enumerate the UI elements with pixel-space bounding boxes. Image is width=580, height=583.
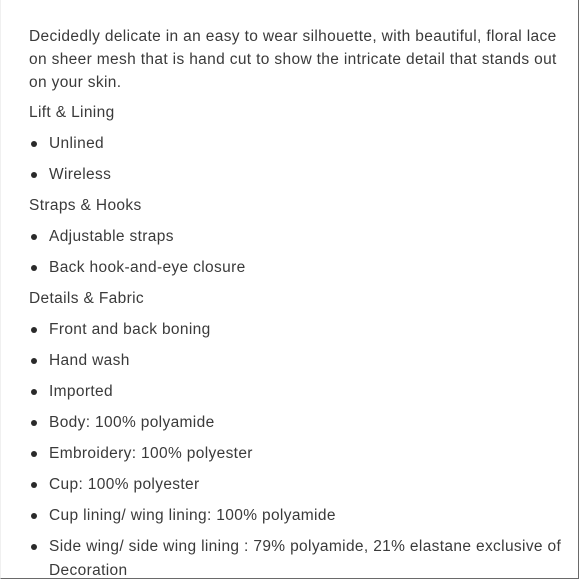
list-item (29, 318, 569, 342)
list-item-text: Side wing/ side wing lining : 79% polyamide, 21% elastane exclusive of Decoration (49, 538, 562, 579)
section-heading-lift-lining: Lift & Lining (29, 104, 115, 121)
list-item-text: Imported (49, 383, 113, 400)
bullet-icon (31, 141, 37, 147)
details-fabric-list (29, 318, 569, 583)
list-item (29, 225, 569, 249)
bullet-icon (31, 358, 37, 364)
list-item (29, 380, 569, 404)
list-item-text: Front and back boning (49, 321, 211, 338)
list-item (29, 442, 569, 466)
product-details (29, 25, 569, 583)
section-straps-hooks (29, 194, 569, 280)
bullet-icon (31, 327, 37, 333)
section-heading-straps-hooks: Straps & Hooks (29, 197, 142, 214)
list-item (29, 256, 569, 280)
list-item-text: Unlined (49, 135, 105, 152)
list-item-text: Cup: 100% polyester (49, 476, 200, 493)
list-item-text: Adjustable straps (49, 228, 174, 245)
list-item (29, 349, 569, 373)
list-item-text: Hand wash (49, 352, 130, 369)
list-item-text: Cup lining/ wing lining: 100% polyamide (49, 507, 336, 524)
bullet-icon (31, 482, 37, 488)
list-item (29, 473, 569, 497)
product-description: Decidedly delicate in an easy to wear silhouette, with beautiful, floral lace on sheer mesh that is hand cut to show the intricate detail that stands out on your skin. (29, 28, 557, 91)
list-item (29, 535, 569, 583)
list-item-text: Embroidery: 100% polyester (49, 445, 253, 462)
list-item-text: Body: 100% polyamide (49, 414, 215, 431)
bullet-icon (31, 234, 37, 240)
list-item (29, 504, 569, 528)
bullet-icon (31, 172, 37, 178)
bullet-icon (31, 420, 37, 426)
lift-lining-list (29, 132, 569, 187)
bullet-icon (31, 513, 37, 519)
list-item (29, 132, 569, 156)
list-item-text: Wireless (49, 166, 112, 183)
bullet-icon (31, 389, 37, 395)
bullet-icon (31, 544, 37, 550)
section-heading-details-fabric: Details & Fabric (29, 290, 144, 307)
bullet-icon (31, 451, 37, 457)
bullet-icon (31, 265, 37, 271)
list-item-text: Back hook-and-eye closure (49, 259, 246, 276)
list-item (29, 411, 569, 435)
list-item (29, 163, 569, 187)
straps-hooks-list (29, 225, 569, 280)
section-lift-lining (29, 101, 569, 187)
section-details-fabric (29, 287, 569, 583)
